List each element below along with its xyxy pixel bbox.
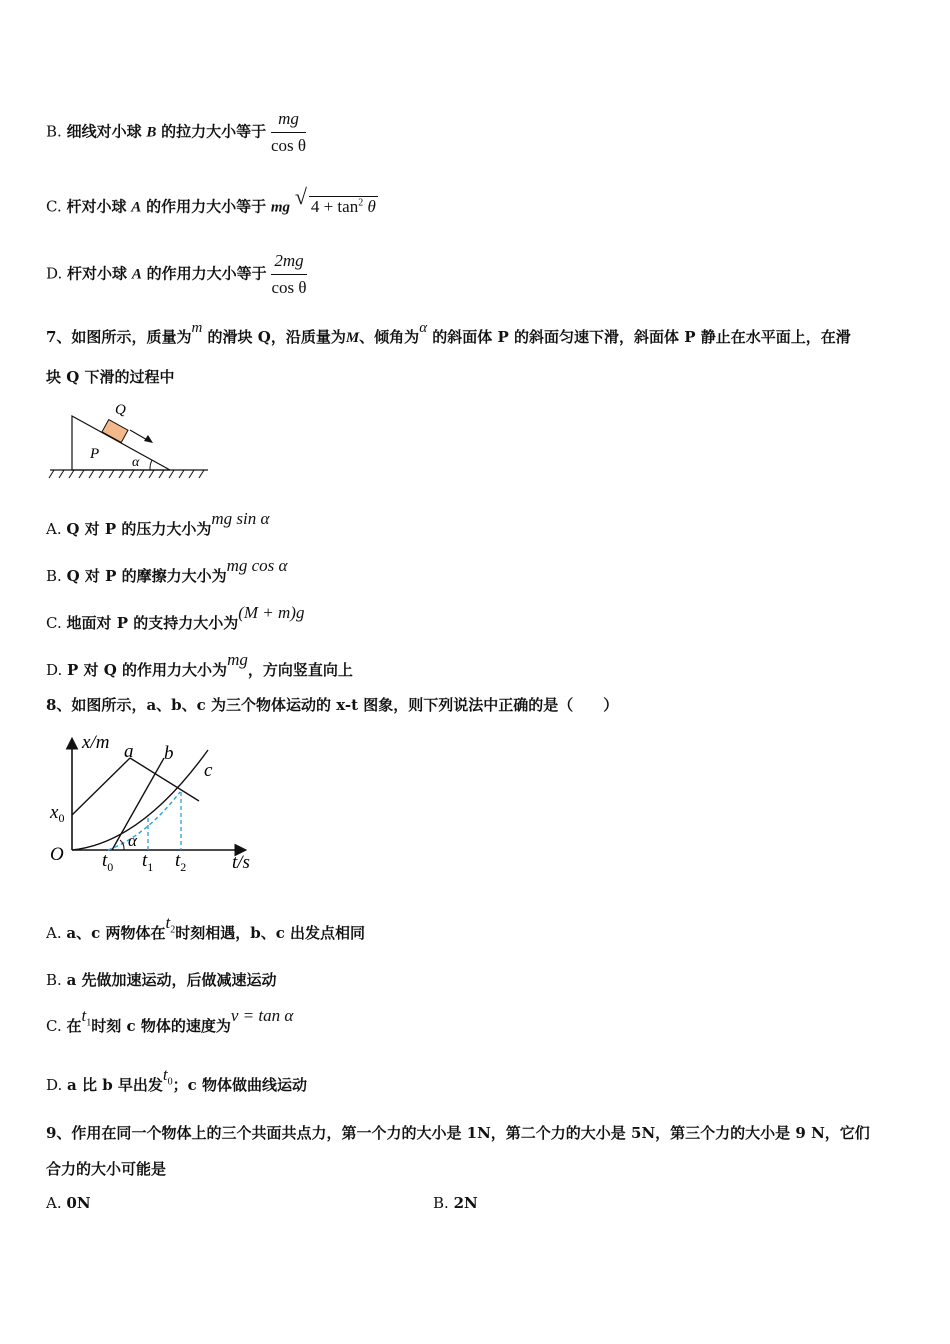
- option-prefix: A.: [46, 1194, 62, 1212]
- option-prefix: B.: [46, 122, 62, 141]
- option-prefix: C.: [46, 197, 62, 216]
- label-a: a: [124, 741, 134, 762]
- stem-text: 的斜面体 P 的斜面匀速下滑，斜面体 P 静止在水平面上，在滑: [432, 328, 851, 346]
- time-t1: [81, 1006, 92, 1029]
- numerator: 2mg: [271, 250, 306, 275]
- option-text: a、c 两物体在: [66, 924, 166, 942]
- t-main: t: [162, 1065, 168, 1084]
- block-q: [102, 420, 128, 443]
- option-text: 时刻相遇，b、c 出发点相同: [175, 924, 366, 942]
- option-text: ，方向竖直向上: [247, 661, 353, 679]
- t-sub: 0: [167, 1076, 173, 1088]
- option-text: 杆对小球: [67, 264, 128, 283]
- x0-label: [49, 802, 64, 825]
- label-alpha: α: [128, 831, 137, 850]
- denominator: cos θ: [270, 136, 307, 155]
- label-alpha: α: [132, 455, 140, 470]
- q8-option-a: [46, 913, 366, 951]
- angle-alpha: α: [419, 320, 428, 336]
- t0-main: t: [102, 850, 108, 871]
- option-prefix: D.: [46, 1076, 63, 1094]
- option-prefix: B.: [46, 567, 62, 585]
- denominator: cos θ: [271, 278, 307, 297]
- t2-main: t: [175, 850, 181, 871]
- expression: mg: [227, 650, 248, 669]
- q8-option-b: [46, 969, 277, 991]
- option-text: 杆对小球: [66, 197, 127, 216]
- origin-label: O: [50, 844, 64, 865]
- t-main: t: [81, 1006, 87, 1025]
- time-t0: [162, 1065, 173, 1088]
- q8-option-d: [46, 1065, 308, 1103]
- option-prefix: B.: [46, 971, 62, 989]
- expression: (M + m)g: [238, 603, 305, 622]
- ground-hatching: [49, 470, 204, 478]
- coefficient: mg: [270, 199, 291, 216]
- option-text: 2N: [453, 1194, 478, 1212]
- t0-sub: 0: [107, 860, 114, 874]
- q7-option-a: [46, 509, 270, 540]
- radicand-text: 4 + tan: [310, 196, 359, 216]
- t0-label: [102, 850, 113, 874]
- option-prefix: B.: [433, 1194, 449, 1212]
- t-main: t: [165, 913, 171, 932]
- option-text: 地面对 P 的支持力大小为: [66, 614, 239, 632]
- q7-option-d: [46, 650, 353, 681]
- line-a-down: [130, 758, 199, 801]
- expression: mg cos α: [226, 556, 288, 575]
- option-text: Q 对 P 的压力大小为: [66, 520, 212, 538]
- variable: A: [131, 266, 142, 283]
- stem-text: 的滑块 Q，沿质量为: [207, 328, 346, 346]
- option-text: 的作用力大小等于: [146, 264, 267, 283]
- expression: mg sin α: [211, 509, 270, 528]
- t2-label: [175, 850, 186, 874]
- radical-sign: √: [294, 184, 307, 209]
- option-text: P 对 Q 的作用力大小为: [67, 661, 228, 679]
- option-text: 的拉力大小等于: [161, 122, 267, 141]
- option-text: 细线对小球: [66, 122, 142, 141]
- mass-M: M: [345, 330, 360, 346]
- expression: v = tan α: [230, 1006, 294, 1025]
- q9-option-b: [433, 1192, 478, 1214]
- q8-stem: 8、如图所示，a、b、c 为三个物体运动的 x-t 图象，则下列说法中正确的是（ ）: [46, 696, 619, 714]
- option-text: 在: [66, 1017, 82, 1035]
- option-text: 时刻 c 物体的速度为: [91, 1017, 231, 1035]
- angle-arc: [120, 840, 124, 850]
- option-text: a 先做加速运动，后做减速运动: [66, 971, 277, 989]
- variable: A: [131, 199, 142, 216]
- q7-option-c: [46, 603, 305, 634]
- fraction: [271, 108, 306, 157]
- q7-stem-line2: 块 Q 下滑的过程中: [46, 368, 175, 386]
- x0-main: x: [50, 802, 59, 823]
- stem-text: 、倾角为: [359, 328, 420, 346]
- label-c: c: [204, 760, 213, 781]
- option-prefix: C.: [46, 1017, 62, 1035]
- x0-sub: 0: [58, 811, 65, 825]
- radicand: [309, 196, 378, 216]
- option-text: 的作用力大小等于: [146, 197, 267, 216]
- q6-option-c: [46, 184, 378, 219]
- option-text: ；c 物体做曲线运动: [172, 1076, 308, 1094]
- y-axis-label: x/m: [82, 732, 110, 753]
- exponent: 2: [358, 197, 364, 208]
- incline-figure: [46, 398, 211, 484]
- t-sub: 2: [170, 924, 176, 936]
- stem-text: 7、如图所示，质量为: [46, 328, 192, 346]
- label-p: P: [90, 446, 100, 462]
- q7-stem-line1: [46, 320, 851, 349]
- option-text: Q 对 P 的摩擦力大小为: [66, 567, 227, 585]
- t2-sub: 2: [180, 860, 187, 874]
- numerator: mg: [271, 108, 306, 133]
- tangent-curve: [108, 792, 180, 850]
- t1-label: [142, 850, 153, 874]
- incline-triangle: [72, 416, 170, 470]
- angle-arc: [150, 460, 152, 470]
- t-sub: 1: [86, 1017, 92, 1029]
- label-b: b: [164, 743, 174, 764]
- line-a-up: [72, 758, 130, 815]
- q6-option-b: [46, 108, 306, 157]
- t1-sub: 1: [147, 860, 154, 874]
- mass-m: m: [191, 320, 203, 336]
- q8-option-c: [46, 1006, 294, 1044]
- option-prefix: A.: [46, 924, 62, 942]
- time-t2: [165, 913, 176, 936]
- t1-main: t: [142, 850, 148, 871]
- x-axis-label: t/s: [232, 852, 250, 873]
- label-q: Q: [115, 402, 126, 418]
- line-b: [112, 758, 164, 850]
- option-prefix: D.: [46, 661, 63, 679]
- q9-stem-line1: 9、作用在同一个物体上的三个共面共点力，第一个力的大小是 1N，第二个力的大小是 5N，第三个力的大小是 9 N，它们: [46, 1124, 870, 1142]
- variable: B: [146, 124, 157, 141]
- option-prefix: A.: [46, 520, 62, 538]
- option-text: 0N: [66, 1194, 91, 1212]
- q7-option-b: [46, 556, 288, 587]
- q6-option-d: [46, 250, 307, 299]
- theta: θ: [367, 196, 376, 216]
- fraction: [271, 250, 306, 299]
- option-prefix: D.: [46, 264, 63, 283]
- q9-stem-line2: 合力的大小可能是: [46, 1160, 167, 1178]
- option-prefix: C.: [46, 614, 62, 632]
- q9-option-a: [46, 1192, 91, 1214]
- option-text: a 比 b 早出发: [67, 1076, 163, 1094]
- arrow-head: [144, 435, 153, 443]
- square-root: [294, 184, 378, 218]
- xt-graph: [46, 728, 261, 878]
